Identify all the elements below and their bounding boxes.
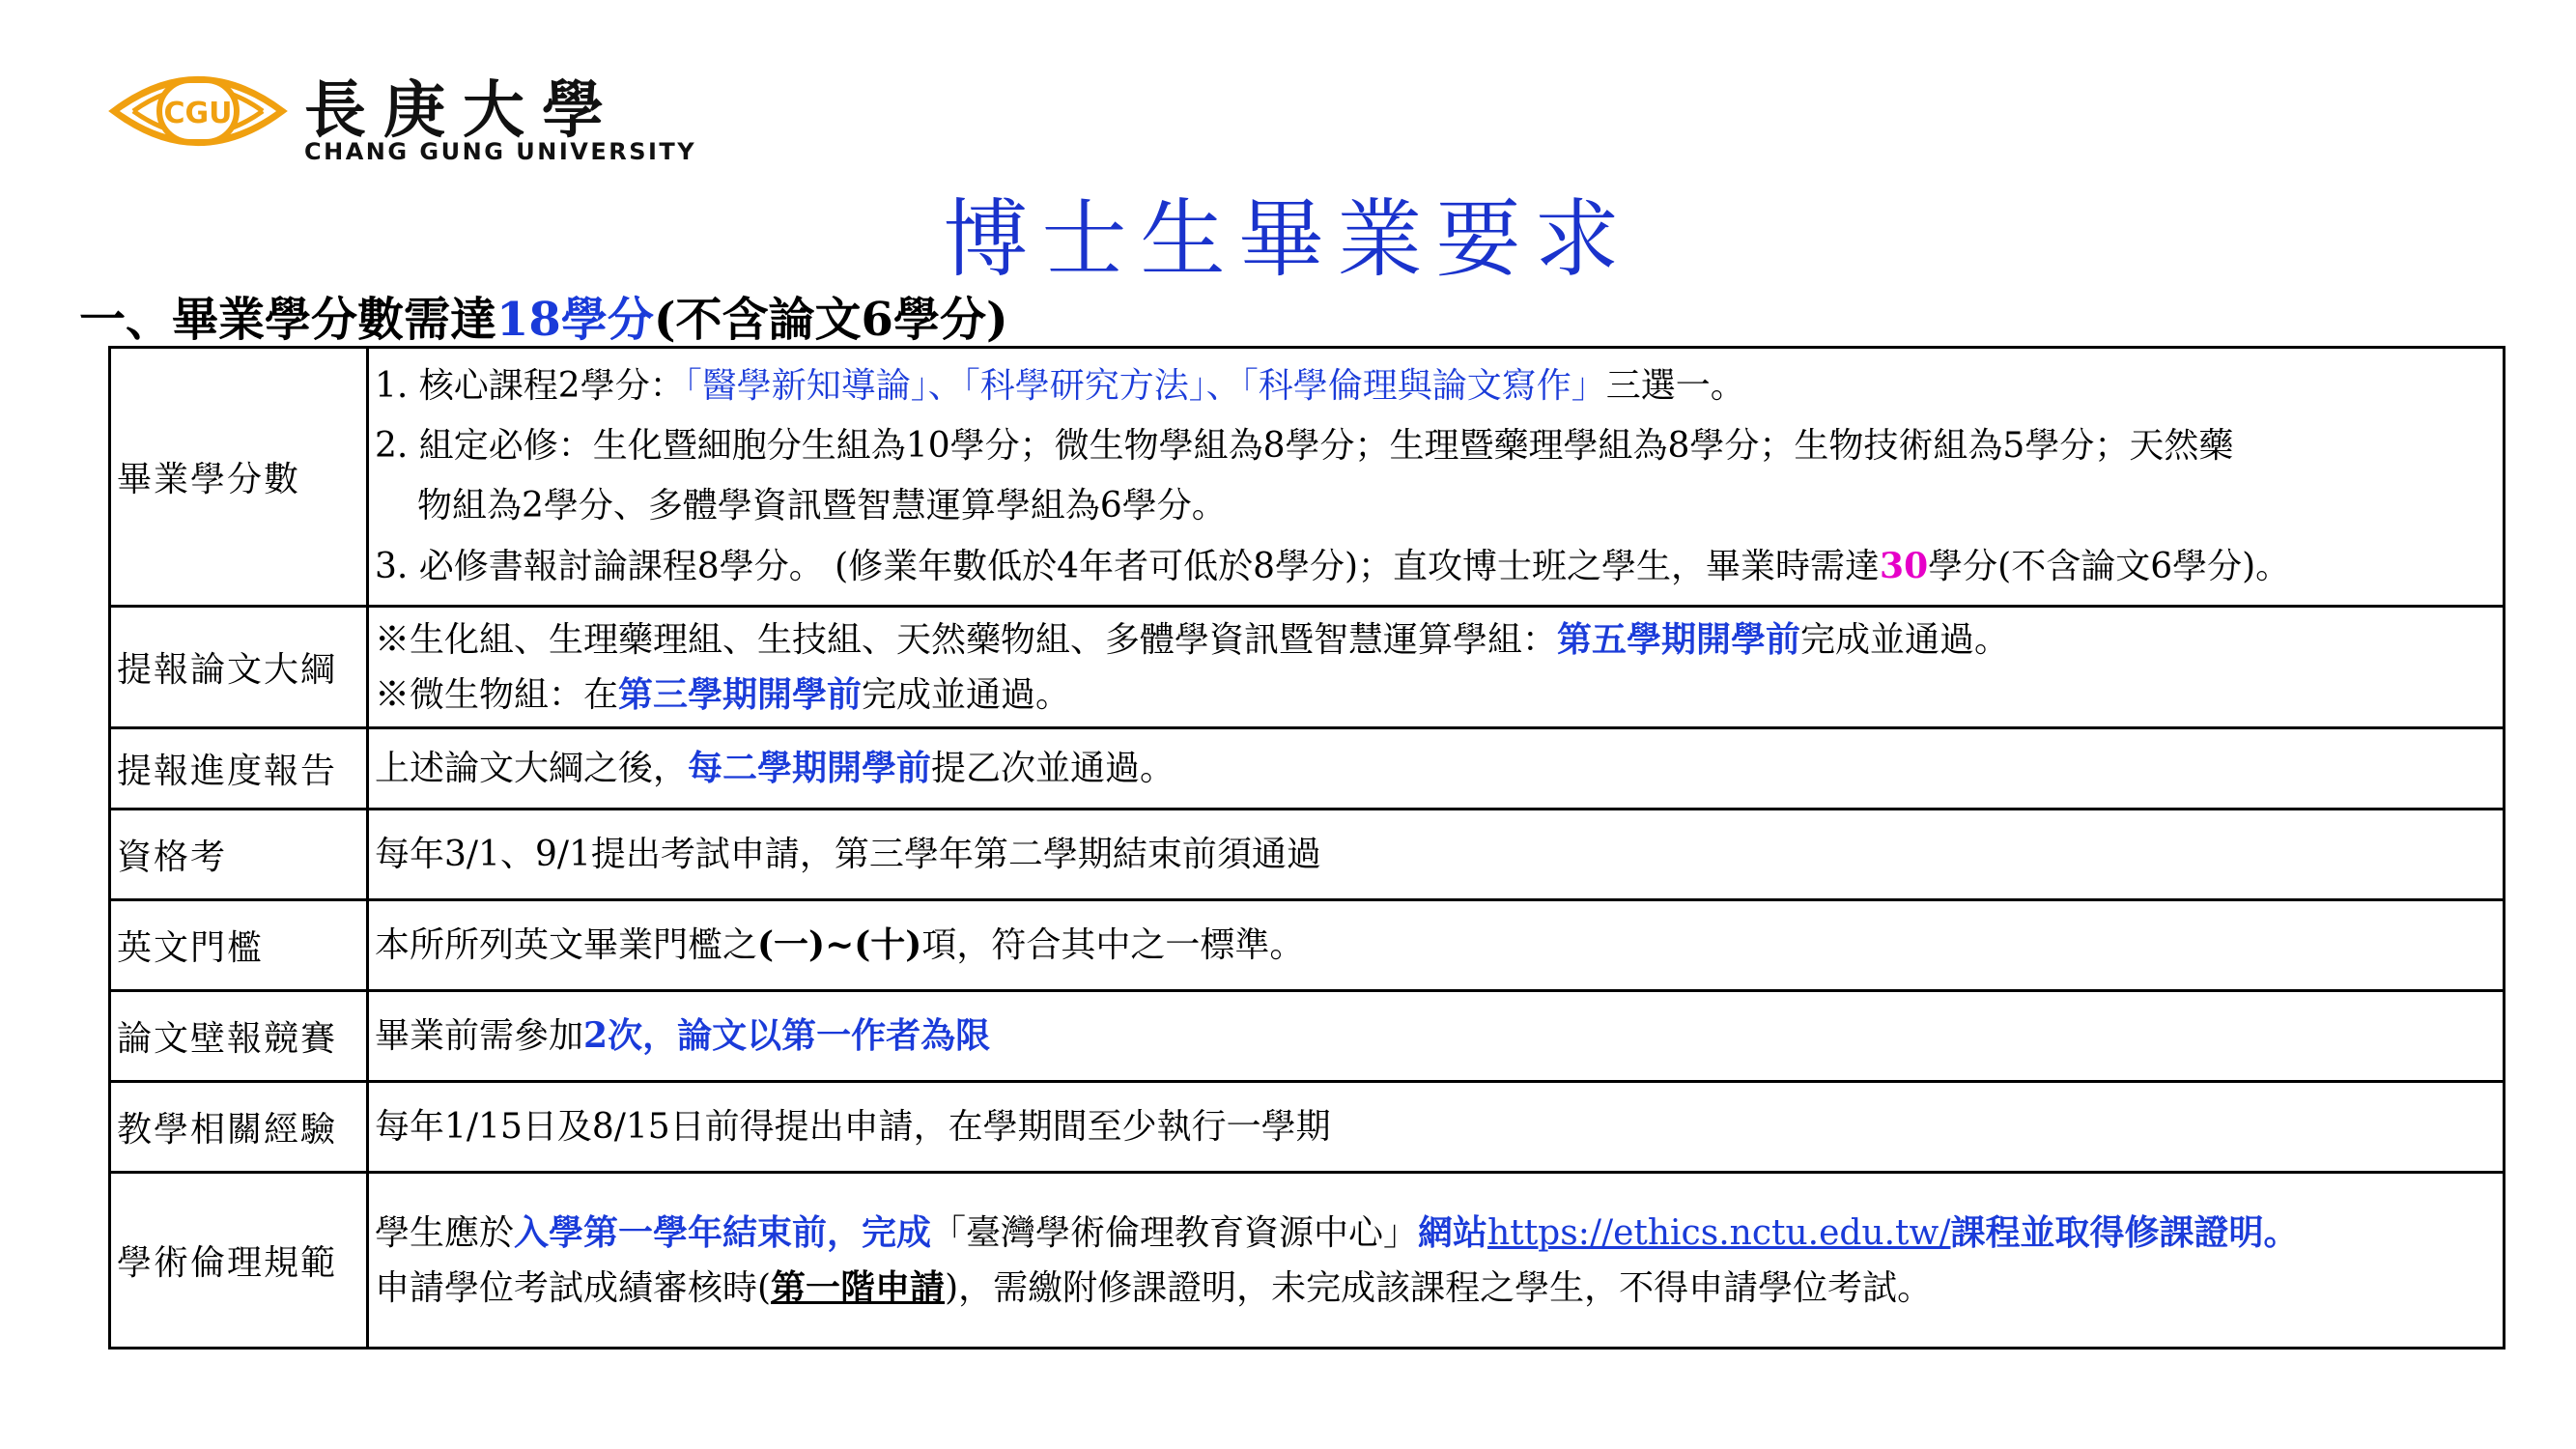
- proposal-line-1: [375, 612, 2499, 668]
- ethics-line-1: [375, 1206, 2499, 1261]
- row-label-ethics: 學術倫理規範: [110, 1173, 368, 1349]
- ethics-certificate: 課程並取得修課證明。: [1950, 1211, 2299, 1253]
- poster-line: [375, 1006, 2499, 1066]
- poster-requirement: 2次，論文以第一作者為限: [583, 1015, 991, 1056]
- section-prefix: 一、畢業學分數需達: [79, 293, 497, 347]
- row-label-poster: 論文壁報競賽: [110, 991, 368, 1082]
- logo-mark-text: CGU: [163, 97, 233, 130]
- row-label-proposal: 提報論文大綱: [110, 607, 368, 728]
- proposal-groups-text: ※生化組、生理藥理組、生技組、天然藥物組、多體學資訊暨智慧運算學組：: [375, 619, 1558, 660]
- ethics-line-2: [375, 1261, 2499, 1316]
- section-credits: 18學分: [496, 293, 654, 347]
- ethics-center: 「臺灣學術倫理教育資源中心」: [931, 1212, 1419, 1253]
- english-line: [375, 915, 2499, 976]
- requirements-table: [108, 346, 2505, 1350]
- credits-line-2: 2. 組定必修：生化暨細胞分生組為10學分；微生物學組為8學分；生理暨藥理學組為8學分；生物技術組為5學分；天然藥: [375, 426, 2234, 466]
- table-row: [110, 1173, 2505, 1349]
- proposal-line-2: [375, 668, 2499, 723]
- row-label-progress: 提報進度報告: [110, 728, 368, 810]
- row-content-ethics: [368, 1173, 2505, 1349]
- page-title: 博士生畢業要求: [943, 189, 1633, 289]
- row-content-english: [368, 900, 2505, 991]
- university-logo: [106, 53, 697, 169]
- english-text: 本所所列英文畢業門檻之: [375, 925, 758, 965]
- proposal-deadline-1: 第五學期開學前: [1557, 618, 1801, 660]
- ethics-website-link[interactable]: https://ethics.nctu.edu.tw/: [1487, 1212, 1951, 1253]
- row-label-qualifying: 資格考: [110, 810, 368, 900]
- row-label-credits: 畢業學分數: [110, 348, 368, 607]
- ethics-apply-note: )，需繳附修課證明，未完成該課程之學生，不得申請學位考試。: [945, 1267, 1933, 1308]
- row-content-proposal: [368, 607, 2505, 728]
- qualifying-text: 每年3/1、9/1提出考試申請，第三學年第二學期結束前須通過: [375, 834, 1321, 874]
- proposal-complete-2: 完成並通過。: [862, 674, 1071, 715]
- proposal-micro-text: ※微生物組：在: [375, 674, 619, 715]
- ethics-deadline: 入學第一學年結束前，完成: [514, 1211, 932, 1253]
- progress-once: 提乙次並通過。: [931, 749, 1175, 788]
- progress-text: 上述論文大綱之後，: [375, 749, 689, 788]
- english-range: (一)~(十): [757, 924, 922, 965]
- credits-line-3: [375, 536, 2499, 597]
- proposal-complete-1: 完成並通過。: [1800, 619, 2010, 660]
- proposal-deadline-2: 第三學期開學前: [618, 673, 863, 715]
- table-row: [110, 991, 2505, 1082]
- row-content-credits: [368, 348, 2505, 607]
- credits-line-2b: 物組為2學分、多體學資訊暨智慧運算學組為6學分。: [417, 486, 1227, 526]
- row-content-qualifying: [368, 810, 2505, 900]
- row-label-english: 英文門檻: [110, 900, 368, 991]
- row-content-poster: [368, 991, 2505, 1082]
- logo-name: 長庚大學: [304, 75, 621, 147]
- row-content-teaching: [368, 1082, 2505, 1173]
- credits-line-1: [375, 356, 2499, 416]
- table-row: [110, 1082, 2505, 1173]
- section-suffix: (不含論文6學分): [653, 293, 1008, 347]
- ethics-text: 學生應於: [375, 1212, 515, 1253]
- row-label-teaching: 教學相關經驗: [110, 1082, 368, 1173]
- section-heading: [79, 282, 1008, 349]
- logo-subtitle: CHANG GUNG UNIVERSITY: [304, 138, 697, 165]
- credits-core-text: 1. 核心課程2學分：: [375, 366, 685, 406]
- english-standard: 項，符合其中之一標準。: [921, 925, 1305, 965]
- teaching-text: 每年1/15日及8/15日前得提出申請，在學期間至少執行一學期: [375, 1106, 1331, 1147]
- progress-line: [375, 738, 2499, 799]
- row-content-progress: [368, 728, 2505, 810]
- table-row: [110, 728, 2505, 810]
- progress-deadline: 每二學期開學前: [688, 748, 932, 788]
- credits-core-choice: 三選一。: [1605, 366, 1745, 406]
- table-row: [110, 900, 2505, 991]
- credits-seminar-text: 3. 必修書報討論課程8學分。 (修業年數低於4年者可低於8學分)；直攻博士班之學生，畢業時需達: [375, 547, 1881, 586]
- table-row: [110, 810, 2505, 900]
- ethics-first-stage: 第一階申請: [771, 1266, 946, 1308]
- cgu-emblem-icon: [106, 53, 290, 169]
- table-row: [110, 607, 2505, 728]
- credits-direct-phd-suffix: 學分(不含論文6學分)。: [1928, 547, 2291, 586]
- poster-text: 畢業前需參加: [375, 1016, 584, 1056]
- ethics-site-label: 網站: [1418, 1211, 1488, 1253]
- credits-direct-phd-number: 30: [1880, 546, 1929, 586]
- ethics-apply-text: 申請學位考試成績審核時(: [375, 1267, 772, 1308]
- table-row: [110, 348, 2505, 607]
- credits-core-courses: 「醫學新知導論」、「科學研究方法」、「科學倫理與論文寫作」: [684, 366, 1606, 406]
